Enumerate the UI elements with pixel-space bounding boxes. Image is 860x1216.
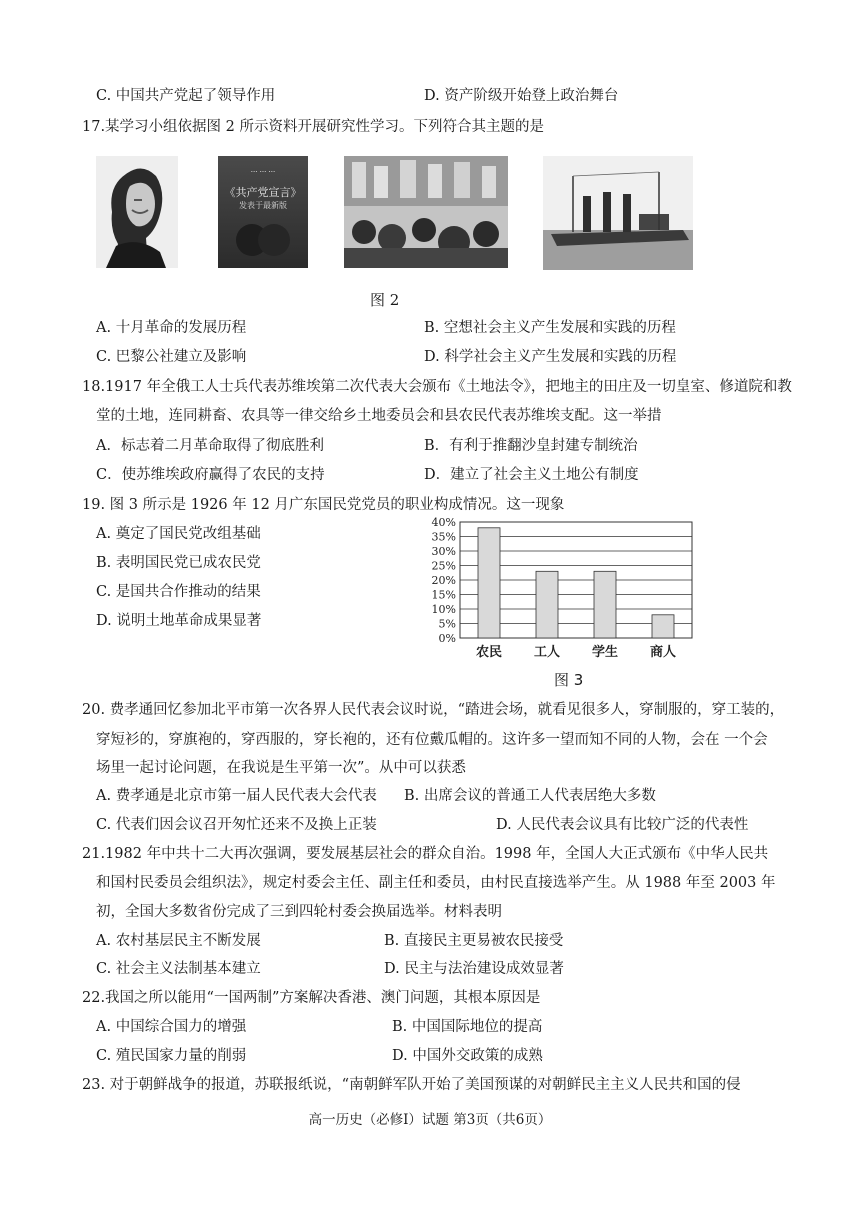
q20-option-d: D. 人民代表会议具有比较广泛的代表性 [496,817,749,833]
portrait-image [96,156,178,268]
q20-option-b: B. 出席会议的普通工人代表居绝大多数 [404,788,656,804]
q19-option-c: C. 是国共合作推动的结果 [96,584,261,600]
manifesto-book-title: 《共产党宣言》 [224,186,302,199]
figure-2-caption: 图 2 [370,291,400,309]
q21-stem-line-1: 21.1982 年中共十二大再次强调，要发展基层社会的群众自治。1998 年，全国人大正式颁布《中华人民共 [82,846,769,862]
q21-stem-line-3: 初，全国大多数省份完成了三到四轮村委会换届选举。材料表明 [96,904,502,920]
q20-option-a: A. 费孝通是北京市第一届人民代表大会代表 [96,788,377,804]
q21-option-d: D. 民主与法治建设成效显著 [384,961,564,977]
page-footer: 高一历史（必修Ⅰ）试题 第3页（共6页） [308,1112,552,1128]
q18-option-c: C．使苏维埃政府赢得了农民的支持 [96,467,325,483]
q22-option-b: B. 中国国际地位的提高 [392,1019,543,1035]
q22-stem: 22.我国之所以能用“一国两制”方案解决香港、澳门问题，其根本原因是 [82,990,541,1006]
y-tick-label: 5% [438,617,456,631]
membership-bar-chart [420,514,700,662]
y-tick-label: 25% [431,559,456,573]
y-tick-label: 15% [431,588,456,602]
crowd-photo-image [344,156,508,268]
x-tick-label: 学生 [591,645,619,660]
y-tick-label: 0% [438,632,456,645]
q19-stem: 19. 图 3 所示是 1926 年 12 月广东国民党党员的职业构成情况。这一现象 [82,497,565,513]
y-tick-label: 10% [431,603,456,616]
q18-option-d: D．建立了社会主义土地公有制度 [424,467,639,483]
q21-option-b: B. 直接民主更易被农民接受 [384,933,564,949]
q20-stem-line-1: 20. 费孝通回忆参加北平市第一次各界人民代表会议时说，“踏进会场，就看见很多人，穿制服的，穿工装的， [82,702,785,718]
q17-option-d: D. 科学社会主义产生发展和实践的历程 [424,349,677,365]
bar [536,571,558,638]
manifesto-book-subtitle: 发表于最新版 [239,201,287,210]
q18-stem-line-2: 堂的土地，连同耕畜、农具等一律交给乡土地委员会和县农民代表苏维埃支配。这一举措 [96,408,662,424]
q20-stem-line-3: 场里一起讨论问题，在我说是生平第一次”。从中可以获悉 [96,760,466,776]
y-tick-label: 20% [431,574,456,587]
q21-option-a: A. 农村基层民主不断发展 [96,933,261,949]
q21-option-c: C. 社会主义法制基本建立 [96,961,261,977]
q17-option-b: B. 空想社会主义产生发展和实践的历程 [424,320,676,336]
q23-stem-line-1: 23. 对于朝鲜战争的报道，苏联报纸说，“南朝鲜军队开始了美国预谋的对朝鲜民主主义人民共和国的侵 [82,1077,741,1093]
prev-option-c: C. 中国共产党起了领导作用 [96,88,276,104]
q20-option-c: C. 代表们因会议召开匆忙还来不及换上正装 [96,817,377,833]
q17-option-c: C. 巴黎公社建立及影响 [96,349,247,365]
q18-option-b: B．有利于推翻沙皇封建专制统治 [424,438,638,454]
manifesto-book-image: ··· ··· ··· 《共产党宣言》 发表于最新版 [218,156,308,268]
x-tick-label: 商人 [649,645,677,660]
q22-option-a: A. 中国综合国力的增强 [96,1019,247,1035]
figure-3-caption: 图 3 [554,671,584,689]
bar [652,615,674,638]
y-tick-label: 35% [431,530,456,544]
y-tick-label: 30% [431,545,456,558]
q19-option-a: A. 奠定了国民党改组基础 [96,526,261,542]
q18-option-a: A．标志着二月革命取得了彻底胜利 [96,438,324,454]
bar [478,528,500,638]
q22-option-c: C. 殖民国家力量的削弱 [96,1048,247,1064]
bar [594,571,616,638]
x-tick-label: 工人 [533,645,561,660]
q22-option-d: D. 中国外交政策的成熟 [392,1048,543,1064]
q17-option-a: A. 十月革命的发展历程 [96,320,247,336]
q17-stem: 17.某学习小组依据图 2 所示资料开展研究性学习。下列符合其主题的是 [82,119,545,135]
q20-stem-line-2: 穿短衫的，穿旗袍的，穿西服的，穿长袍的，还有位戴瓜帽的。这许多一望而知不同的人物，会在 一个会 [96,732,768,748]
q19-option-b: B. 表明国民党已成农民党 [96,555,261,571]
y-tick-label: 40% [431,516,456,529]
prev-option-d: D. 资产阶级开始登上政治舞台 [424,88,619,104]
q21-stem-line-2: 和国村民委员会组织法》，规定村委会主任、副主任和委员，由村民直接选举产生。从 1988 年至 2003 年 [96,875,776,891]
aurora-cruiser-image [543,156,693,270]
q18-stem-line-1: 18.1917 年全俄工人士兵代表苏维埃第二次代表大会颁布《土地法令》，把地主的田庄及一切皇室、修道院和教 [82,379,792,395]
x-tick-label: 农民 [475,645,503,660]
q19-option-d: D. 说明土地革命成果显著 [96,613,262,629]
